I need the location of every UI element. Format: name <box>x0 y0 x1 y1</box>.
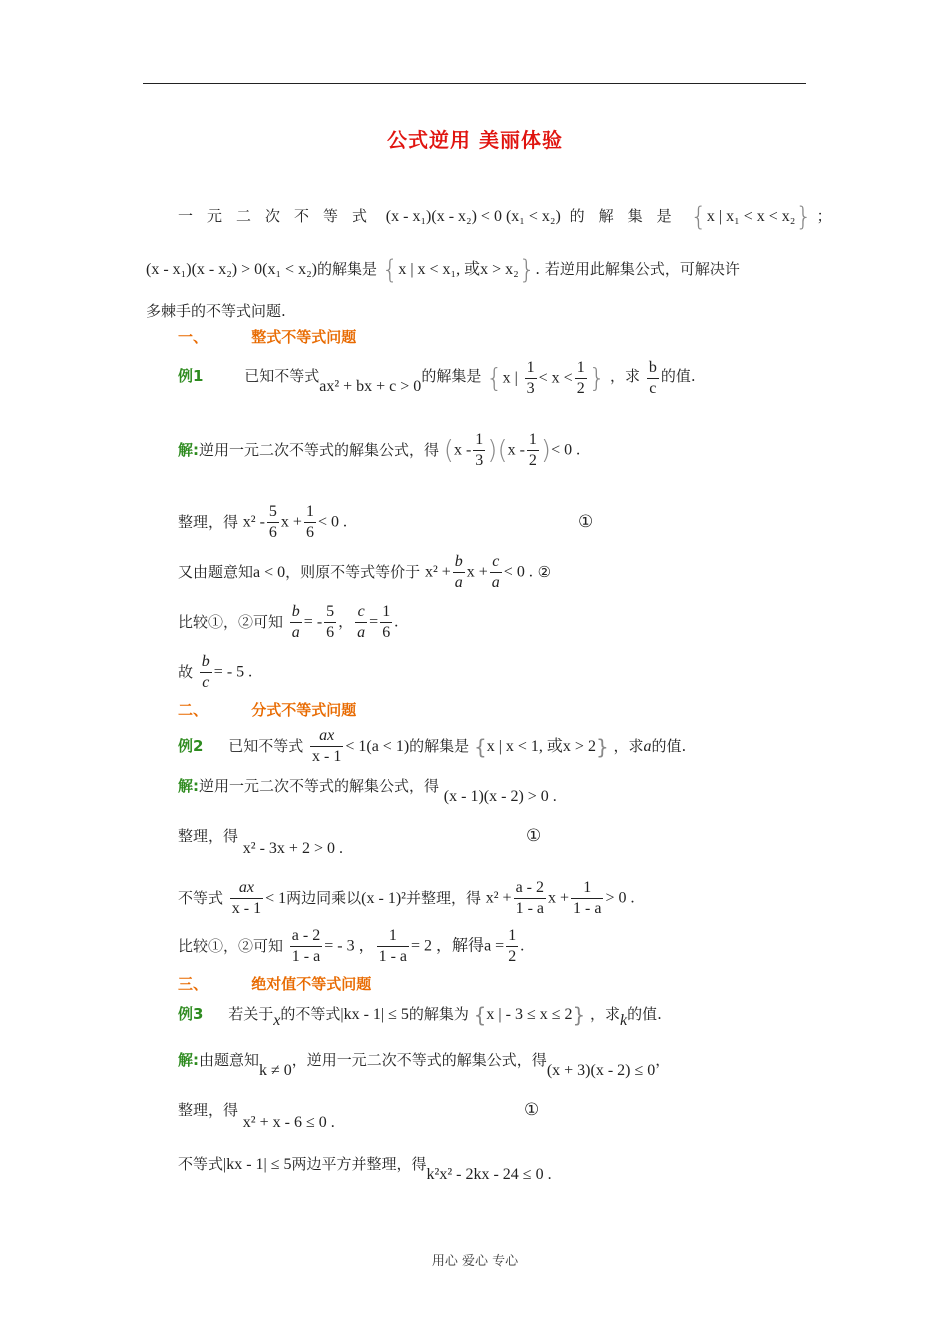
solution-1-line-4 <box>178 603 399 653</box>
solution-2-line-1 <box>178 776 557 805</box>
solution-1-label: 解: <box>178 441 199 459</box>
example-2-set: x | x < 1, 或x > 2 <box>486 738 596 755</box>
fraction: $\frac{5}{6}$ <box>326 603 335 641</box>
sol1-l5-eq: = - 5 . <box>213 663 253 681</box>
example-3-text-c: 的解集为 <box>408 1005 469 1023</box>
sol2-line1-text: 逆用一元二次不等式的解集公式，得 <box>199 777 440 795</box>
example-3-text-b: 的不等式 <box>280 1005 341 1023</box>
example-1-set-prefix: x | <box>502 369 518 387</box>
section-3-num: 三、 <box>178 975 209 993</box>
sol1-l4-end: . <box>394 613 399 631</box>
fraction: $\frac{1}{1 - a}$ <box>573 879 602 917</box>
sol1-l4-eq2: = <box>369 613 379 631</box>
fraction: $\frac{5}{6}$ <box>268 503 277 541</box>
fraction-ax-over-x-1: $\frac{ax}{x - 1}$ <box>312 727 342 765</box>
intro-set-1: x | x₁ < x < x₂ <box>706 208 796 225</box>
fraction: $\frac{1}{6}$ <box>305 503 314 541</box>
solution-2-line-3 <box>178 879 635 929</box>
sol1-l3-a: x² + <box>424 563 451 581</box>
example-3: 例3 若关于x的不等式|kx - 1| ≤ 5的解集为 {x | - 3 ≤ x ≤ 2} ，求k的值. <box>178 1003 662 1029</box>
sol2-line3-d: 并整理，得 <box>405 889 481 907</box>
example-2-cond: < 1(a < 1) <box>345 738 410 755</box>
sol2-l3-e: x² + <box>485 889 512 907</box>
example-2-text-b: 的解集是 <box>409 737 470 755</box>
sol2-line2-text: 整理，得 <box>178 827 239 845</box>
example-1-ineq: ax² + bx + c > 0 <box>319 378 422 395</box>
sol1-l2-c: < 0 . <box>317 513 347 531</box>
intro-set-2: x | x < x₁, 或x > x₂ <box>398 261 519 278</box>
example-2-end: 的值. <box>651 737 687 755</box>
example-3-text: 若关于 <box>228 1005 274 1023</box>
page-footer: 用心 爱心 专心 <box>431 1254 519 1269</box>
example-2-var: a <box>643 738 652 755</box>
section-2-title: 分式不等式问题 <box>251 701 357 719</box>
fraction: $\frac{b}{a}$ <box>291 603 300 641</box>
fraction: $\frac{c}{a}$ <box>357 603 366 641</box>
sol1-line4-text: 比较①，②可知 <box>178 613 284 631</box>
example-1-set-mid: < x < <box>538 369 573 387</box>
intro-lead: 一元二次不等式 <box>178 207 382 225</box>
solution-3-line-1 <box>178 1050 671 1079</box>
fraction: $\frac{1}{2}$ <box>508 927 517 965</box>
fraction: $\frac{1}{1 - a}$ <box>378 927 408 965</box>
section-2-num: 二、 <box>178 701 209 719</box>
sol3-line1-a: 由题意知 <box>199 1051 260 1069</box>
solution-1-line-5 <box>178 653 253 703</box>
fraction-b-over-c: $\frac{b}{c}$ <box>648 359 657 397</box>
sol1-l3-b: x + <box>466 563 488 581</box>
marker-1: ① <box>578 512 594 532</box>
sol3-l3-res: k²x² - 2kx - 24 ≤ 0 . <box>426 1166 552 1183</box>
page-title: 公式逆用 美丽体验 <box>387 128 563 152</box>
solution-1-line-2 <box>178 503 347 553</box>
section-1-num: 一、 <box>178 328 209 346</box>
example-1-end: 的值. <box>660 367 696 385</box>
intro-line-2: (x - x₁)(x - x₂) > 0(x₁ < x₂)的解集是 {x | x < x₁, 或x > x₂}. 若逆用此解集公式，可解决许 <box>146 255 740 285</box>
sol2-l4-end: . <box>520 937 525 955</box>
sol2-ineq2: x² - 3x + 2 > 0 . <box>242 840 343 857</box>
sol3-line3-a: 不等式 <box>178 1155 224 1173</box>
intro-sep: ； <box>816 207 832 225</box>
intro-text-3: . 若逆用此解集公式，可解决许 <box>535 260 740 278</box>
solution-1-text: 逆用一元二次不等式的解集公式，得 <box>199 441 440 459</box>
sol2-line4-text: 比较①，②可知 <box>178 937 284 955</box>
example-3-var: x <box>273 1012 281 1029</box>
sol3-line1-c: ， <box>655 1051 671 1069</box>
example-1-text-b: 的解集是 <box>421 367 482 385</box>
sol1-line3-c: ，则原不等式等价于 <box>285 563 421 581</box>
sol1-l1-c: < 0 . <box>551 441 581 459</box>
section-3-heading <box>178 974 371 994</box>
example-3-var2: k <box>620 1012 628 1029</box>
sol1-line3-a: 又由题意知 <box>178 563 254 581</box>
sol3-l3-ineq: |kx - 1| ≤ 5 <box>223 1156 292 1173</box>
section-1-heading <box>178 327 356 347</box>
section-3-title: 绝对值不等式问题 <box>251 975 372 993</box>
fraction: $\frac{b}{a}$ <box>454 553 463 591</box>
section-1-title: 整式不等式问题 <box>251 328 357 346</box>
fraction-one-third: $\frac{1}{3}$ <box>526 359 535 397</box>
example-2-ask: ，求 <box>613 737 644 755</box>
sol1-line2-text: 整理，得 <box>178 513 239 531</box>
sol3-ineq1: (x + 3)(x - 2) ≤ 0 <box>546 1062 656 1079</box>
example-3-label: 例3 <box>178 1005 204 1023</box>
example-3-ineq: |kx - 1| ≤ 5 <box>340 1006 409 1023</box>
example-1: 例1 已知不等式ax² + bx + c > 0的解集是 {x | $\frac{1}{3}$ < x < $\frac{1}{2}$ } ，求 $\frac{b}{c}$ 的值. <box>178 359 696 397</box>
example-2-label: 例2 <box>178 737 204 755</box>
solution-3-line-3 <box>178 1154 552 1183</box>
intro-line-3: 多棘手的不等式问题. <box>146 302 286 320</box>
intro-text-1: 的解集是 <box>569 207 686 225</box>
solution-2-line-2 <box>178 826 343 857</box>
intro-text-2: 的解集是 <box>316 260 377 278</box>
sol2-l4-var: a = <box>484 937 505 955</box>
sol1-l3-c: < 0 . <box>503 563 533 581</box>
sol2-l4-eq2: = 2 ，解得 <box>411 937 485 955</box>
example-2: 例2 已知不等式 $\frac{ax}{x - 1}$ < 1(a < 1)的解集是 {x | x < 1, 或x > 2} ，求a的值. <box>178 727 687 765</box>
sol2-l3-g: > 0 . <box>605 889 635 907</box>
fraction: $\frac{a - 2}{1 - a}$ <box>515 879 545 917</box>
example-1-label: 例1 <box>178 367 204 385</box>
fraction: $\frac{1}{3}$ <box>475 431 484 469</box>
sol2-line3-c: 两边同乘以 <box>286 889 362 907</box>
solution-3-line-2 <box>178 1100 335 1131</box>
fraction-one-half: $\frac{1}{2}$ <box>576 359 585 397</box>
example-3-end: 的值. <box>627 1005 662 1023</box>
intro-ineq-1: (x - x₁)(x - x₂) < 0 (x₁ < x₂) <box>385 208 561 225</box>
intro-ineq-2: (x - x₁)(x - x₂) > 0(x₁ < x₂) <box>146 261 317 278</box>
sol1-l2-b: x + <box>280 513 302 531</box>
solution-1-line-1: 解:逆用一元二次不等式的解集公式，得 (x - $\frac{1}{3}$ )(x - $\frac{1}{2}$ )< 0 . <box>178 431 581 469</box>
fraction: $\frac{1}{2}$ <box>528 431 537 469</box>
sol2-ineq1: (x - 1)(x - 2) > 0 . <box>443 788 557 805</box>
fraction: $\frac{b}{c}$ <box>201 653 210 691</box>
marker-1c: ① <box>524 1100 540 1120</box>
marker-1b: ① <box>526 826 542 846</box>
example-3-ask: ，求 <box>590 1005 621 1023</box>
sol2-l3-b: < 1 <box>265 890 287 907</box>
sol3-cond: k ≠ 0 <box>259 1062 292 1079</box>
solution-1-line-3 <box>178 553 552 603</box>
solution-2-line-4 <box>178 927 525 977</box>
fraction: $\frac{c}{a}$ <box>491 553 500 591</box>
marker-2: ② <box>537 563 552 581</box>
solution-2-label: 解: <box>178 777 199 795</box>
sol2-l3-c: (x - 1)² <box>361 890 406 907</box>
example-2-text: 已知不等式 <box>228 737 304 755</box>
solution-3-label: 解: <box>178 1051 199 1069</box>
sol1-l1-b: x - <box>507 441 525 459</box>
sol2-l3-f: x + <box>548 889 570 907</box>
fraction: $\frac{1}{6}$ <box>382 603 391 641</box>
intro-line-1: 一元二次不等式 (x - x₁)(x - x₂) < 0 (x₁ < x₂) 的解集是 {x | x₁ < x < x₂} ； <box>178 202 832 232</box>
header-rule <box>143 83 806 84</box>
section-2-heading <box>178 700 356 720</box>
sol1-l4-sep: ， <box>338 612 354 631</box>
example-1-text: 已知不等式 <box>244 367 320 385</box>
sol1-l4-eq1: = - <box>303 613 323 631</box>
example-1-ask: ，求 <box>610 367 641 385</box>
sol2-l4-eq1: = - 3 ， <box>324 937 375 955</box>
sol3-line2-text: 整理，得 <box>178 1101 239 1119</box>
sol1-l2-a: x² - <box>242 513 265 531</box>
sol3-line3-b: 两边平方并整理，得 <box>291 1155 427 1173</box>
sol2-line3-a: 不等式 <box>178 889 224 907</box>
example-3-set: x | - 3 ≤ x ≤ 2 <box>486 1006 573 1023</box>
fraction: $\frac{ax}{x - 1}$ <box>231 879 262 917</box>
sol1-line3-b: a < 0 <box>253 564 286 581</box>
sol1-l1-a: x - <box>453 441 472 459</box>
sol3-ineq2: x² + x - 6 ≤ 0 . <box>242 1114 335 1131</box>
fraction: $\frac{a - 2}{1 - a}$ <box>291 927 321 965</box>
sol3-line1-b: ，逆用一元二次不等式的解集公式，得 <box>291 1051 547 1069</box>
sol1-line5-text: 故 <box>178 663 194 681</box>
